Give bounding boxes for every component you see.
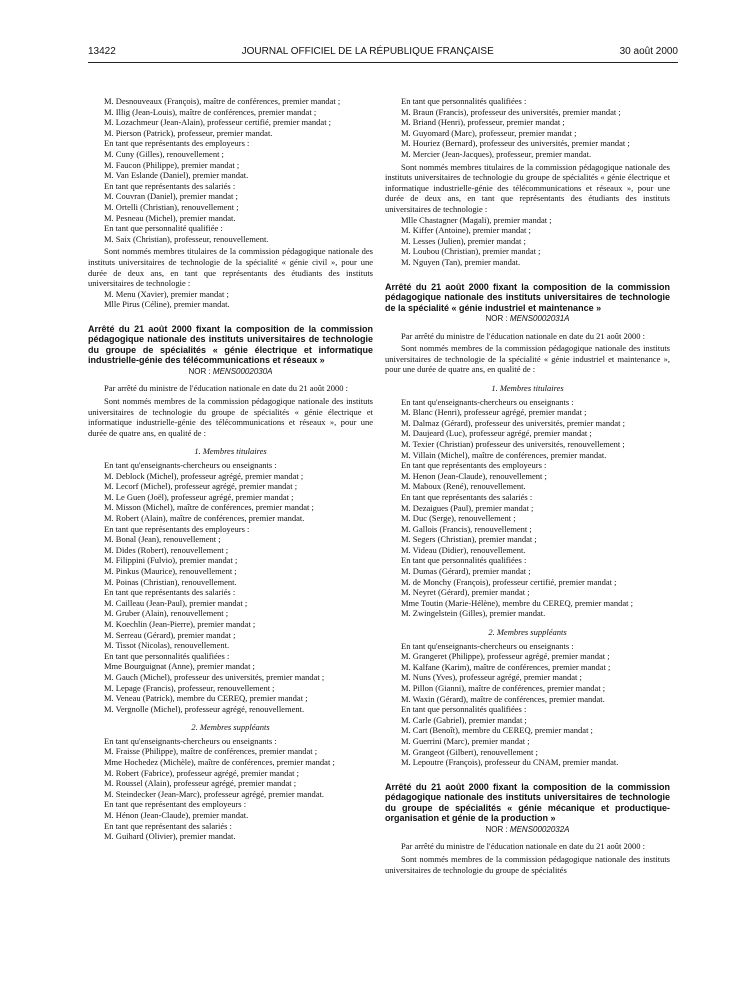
- member-line: Mme Bourguignat (Anne), premier mandat ;: [104, 661, 255, 672]
- right-column: [385, 96, 670, 875]
- section-title-text: 1. Membres titulaires: [491, 382, 564, 393]
- member-line: M. Gauch (Michel), professeur des universités, premier mandat ;: [104, 671, 325, 682]
- member-line: M. Le Guen (Joël), professeur agrégé, premier mandat ;: [104, 491, 294, 502]
- member-line: M. Kalfane (Karim), maître de conférences, premier mandat ;: [401, 661, 611, 672]
- member-line: M. Grangeot (Gilbert), renouvellement ;: [401, 746, 538, 757]
- member-line: M. Lecorf (Michel), professeur agrégé, premier mandat ;: [104, 481, 298, 492]
- nor-reference: [385, 825, 670, 836]
- member-line: M. Fraisse (Philippe), maître de conférences, premier mandat ;: [104, 746, 318, 757]
- member-line: M. Dides (Robert), renouvellement ;: [104, 544, 229, 555]
- left-column: [88, 96, 373, 842]
- member-line: M. Neyret (Gérard), premier mandat ;: [401, 587, 530, 598]
- nor-code: MENS0002031A: [509, 314, 570, 323]
- member-line: M. Koechlin (Jean-Pierre), premier mandat ;: [104, 618, 256, 629]
- member-line: En tant que représentant des employeurs :: [104, 799, 247, 810]
- member-line: En tant que représentants des employeurs :: [104, 138, 250, 149]
- member-line: M. Hénon (Jean-Claude), premier mandat.: [104, 810, 249, 821]
- paragraph: Par arrêté du ministre de l'éducation nationale en date du 21 août 2000 :: [104, 383, 348, 394]
- member-line: M. Dezaigues (Paul), premier mandat ;: [401, 502, 534, 513]
- member-line: En tant que personnalités qualifiées :: [104, 650, 230, 661]
- member-line: M. Cuny (Gilles), renouvellement ;: [104, 148, 224, 159]
- member-line: M. Henon (Jean-Claude), renouvellement ;: [401, 470, 547, 481]
- member-line: M. Menu (Xavier), premier mandat ;: [104, 288, 229, 299]
- member-line: M. Lepoutre (François), professeur du CNAM, premier mandat.: [401, 757, 619, 768]
- member-line: Mme Toutin (Marie-Hélène), membre du CEREQ, premier mandat ;: [401, 597, 633, 608]
- member-line: M. Vergnolle (Michel), professeur agrégé, renouvellement.: [104, 703, 305, 714]
- nor-prefix: NOR :: [485, 824, 510, 834]
- paragraph: Sont nommés membres de la commission pédagogique nationale des instituts universitaires de technologie du groupe de spécialités: [385, 853, 670, 875]
- member-line: M. Maboux (René), renouvellement.: [401, 481, 526, 492]
- member-line: M. Lepage (Francis), professeur, renouvellement ;: [104, 682, 275, 693]
- member-line: M. Pierson (Patrick), professeur, premier mandat.: [104, 127, 273, 138]
- member-line: M. Lozachmeur (Jean-Alain), professeur certifié, premier mandat ;: [104, 117, 332, 128]
- member-line: M. Filippini (Fulvio), premier mandat ;: [104, 555, 238, 566]
- member-line: M. Guyomard (Marc), professeur, premier mandat ;: [401, 127, 577, 138]
- member-line: M. Blanc (Henri), professeur agrégé, premier mandat ;: [401, 407, 587, 418]
- member-line: En tant qu'enseignants-chercheurs ou enseignants :: [401, 396, 574, 407]
- paragraph: Sont nommés membres titulaires de la commission pédagogique nationale des instituts universitaires de technologie de la spécialité « génie civil », pour une durée de deux ans, en tant que représentants des étudiants des instituts universitaires de technologie :: [88, 246, 373, 289]
- page-number: 13422: [88, 46, 116, 57]
- member-line: En tant qu'enseignants-chercheurs ou enseignants :: [104, 735, 277, 746]
- member-line: M. Robert (Fabrice), professeur agrégé, premier mandat ;: [104, 767, 299, 778]
- nor-prefix: NOR :: [485, 314, 510, 323]
- nor-code: MENS0002030A: [212, 366, 273, 376]
- member-line: M. Illig (Jean-Louis), maître de conférences, premier mandat ;: [104, 106, 317, 117]
- member-line: En tant que représentants des salariés :: [104, 180, 236, 191]
- member-line: M. Briand (Henri), professeur, premier mandat ;: [401, 117, 565, 128]
- member-line: M. Bonal (Jean), renouvellement ;: [104, 534, 221, 545]
- member-line: M. Gruber (Alain), renouvellement ;: [104, 608, 229, 619]
- member-line: M. Cailleau (Jean-Paul), premier mandat ;: [104, 597, 248, 608]
- member-line: M. Cart (Benoît), membre du CEREQ, premier mandat ;: [401, 725, 593, 736]
- section-title: [88, 722, 373, 733]
- header-rule: [88, 62, 678, 63]
- member-line: En tant que représentants des salariés :: [401, 491, 533, 502]
- section-title-text: 2. Membres suppléants: [191, 722, 270, 733]
- section-title: [385, 627, 670, 638]
- member-line: M. Veneau (Patrick), membre du CEREQ, premier mandat ;: [104, 693, 308, 704]
- member-line: M. Serreau (Gérard), premier mandat ;: [104, 629, 236, 640]
- member-line: Mlle Chastagner (Magali), premier mandat ;: [401, 214, 552, 225]
- member-line: M. Guihard (Olivier), premier mandat.: [104, 831, 236, 842]
- section-title: [88, 446, 373, 457]
- nor-reference: [385, 314, 670, 325]
- member-line: M. Ortelli (Christian), renouvellement ;: [104, 201, 239, 212]
- member-line: M. Dalmaz (Gérard), professeur des universités, premier mandat ;: [401, 417, 625, 428]
- publication-date: 30 août 2000: [619, 46, 678, 57]
- member-line: En tant qu'enseignants-chercheurs ou enseignants :: [104, 460, 277, 471]
- paragraph: Sont nommés membres de la commission pédagogique nationale des instituts universitaires de technologie de la spécialité « génie industriel et maintenance », pour une durée de quatre ans, en qualité de :: [385, 343, 670, 375]
- member-line: M. Pinkus (Maurice), renouvellement ;: [104, 565, 237, 576]
- member-line: M. Deblock (Michel), professeur agrégé, premier mandat ;: [104, 470, 304, 481]
- member-line: M. Misson (Michel), maître de conférences, premier mandat ;: [104, 502, 314, 513]
- member-line: M. Texier (Christian) professeur des universités, renouvellement ;: [401, 438, 625, 449]
- member-line: M. Robert (Alain), maître de conférences, premier mandat.: [104, 513, 305, 523]
- member-line: M. Gallois (Francis), renouvellement ;: [401, 523, 532, 534]
- member-line: M. Daujeard (Luc), professeur agrégé, premier mandat ;: [401, 428, 592, 439]
- member-line: M. Desnouveaux (François), maître de conférences, premier mandat ;: [104, 96, 341, 106]
- member-line: M. Van Eslande (Daniel), premier mandat.: [104, 170, 249, 181]
- member-line: M. Houriez (Bernard), professeur des universités, premier mandat ;: [401, 138, 630, 149]
- member-line: M. Faucon (Philippe), premier mandat ;: [104, 159, 240, 170]
- member-line: M. Pesneau (Michel), premier mandat.: [104, 212, 236, 223]
- member-line: M. Pillon (Gianni), maître de conférences, premier mandat ;: [401, 683, 606, 693]
- member-line: En tant que représentants des salariés :: [104, 587, 236, 598]
- member-line: M. Dumas (Gérard), premier mandat ;: [401, 566, 531, 577]
- member-line: M. Nguyen (Tan), premier mandat.: [401, 256, 521, 267]
- member-line: M. Segers (Christian), premier mandat ;: [401, 534, 537, 545]
- member-line: M. Mercier (Jean-Jacques), professeur, premier mandat.: [401, 148, 592, 159]
- member-line: M. Grangeret (Philippe), professeur agrégé, premier mandat ;: [401, 651, 610, 662]
- paragraph: Par arrêté du ministre de l'éducation nationale en date du 21 août 2000 :: [401, 841, 645, 852]
- member-line: En tant que personnalités qualifiées :: [401, 96, 527, 106]
- member-line: Mlle Pirus (Céline), premier mandat.: [104, 299, 230, 310]
- member-line: M. Braun (Francis), professeur des universités, premier mandat ;: [401, 106, 621, 117]
- member-line: M. Duc (Serge), renouvellement ;: [401, 513, 516, 524]
- member-line: M. Kiffer (Antoine), premier mandat ;: [401, 225, 531, 236]
- member-line: M. Zwingelstein (Gilles), premier mandat.: [401, 608, 546, 619]
- section-title-text: 1. Membres titulaires: [194, 446, 267, 457]
- journal-title: JOURNAL OFFICIEL DE LA RÉPUBLIQUE FRANÇAISE: [241, 46, 494, 57]
- nor-code: MENS0002032A: [509, 824, 570, 834]
- member-line: M. Carle (Gabriel), premier mandat ;: [401, 714, 527, 725]
- member-line: M. Nuns (Yves), professeur agrégé, premier mandat ;: [401, 672, 582, 683]
- member-line: M. Loubou (Christian), premier mandat ;: [401, 246, 541, 257]
- nor-reference: [88, 367, 373, 378]
- member-line: M. Couvran (Daniel), premier mandat ;: [104, 191, 238, 202]
- member-line: En tant qu'enseignants-chercheurs ou enseignants :: [401, 640, 574, 651]
- nor-prefix: NOR :: [188, 366, 213, 376]
- member-line: En tant que personnalités qualifiées :: [401, 704, 527, 715]
- member-line: En tant que représentant des salariés :: [104, 820, 232, 831]
- paragraph: Sont nommés membres de la commission pédagogique nationale des instituts universitaires de technologie du groupe de spécialités « génie électrique et informatique industrielle-génie des télécommunications et réseaux », pour une durée de quatre ans, en qualité de :: [88, 396, 373, 438]
- decree-heading: Arrêté du 21 août 2000 fixant la composition de la commission pédagogique nationale des instituts universitaires de technologie de la spécialité « génie industriel et maintenance »: [385, 281, 670, 313]
- member-line: M. Videau (Didier), renouvellement.: [401, 544, 526, 555]
- member-line: M. Lesses (Julien), premier mandat ;: [401, 235, 526, 246]
- paragraph: Sont nommés membres titulaires de la commission pédagogique nationale des instituts universitaires de technologie du groupe de spécialités « génie électrique et informatique industrielle-génie des télécommunications et réseaux », pour une durée de deux ans, en tant que représentants des étudiants des instituts universitaires de technologie :: [385, 161, 670, 214]
- section-title-text: 2. Membres suppléants: [488, 627, 567, 638]
- member-line: M. de Monchy (François), professeur certifié, premier mandat ;: [401, 576, 617, 587]
- member-line: M. Waxin (Gérard), maître de conférences, premier mandat.: [401, 693, 605, 704]
- member-line: M. Poinas (Christian), renouvellement.: [104, 576, 237, 587]
- section-title: [385, 383, 670, 394]
- paragraph: Par arrêté du ministre de l'éducation nationale en date du 21 août 2000 :: [401, 330, 645, 341]
- decree-heading: Arrêté du 21 août 2000 fixant la composition de la commission pédagogique nationale des instituts universitaires de technologie du groupe de spécialités « génie mécanique et productique-organisation et génie de la production »: [385, 781, 670, 824]
- decree-heading: Arrêté du 21 août 2000 fixant la composition de la commission pédagogique nationale des instituts universitaires de technologie du groupe de spécialités « génie électrique et informatique industrielle-génie des télécommunications et réseaux »: [88, 323, 373, 366]
- member-line: En tant que représentants des employeurs :: [401, 460, 547, 471]
- member-line: Mme Hochedez (Michèle), maître de conférences, premier mandat ;: [104, 757, 335, 768]
- member-line: M. Steindecker (Jean-Marc), professeur agrégé, premier mandat.: [104, 788, 324, 799]
- member-line: M. Roussel (Alain), professeur agrégé, premier mandat ;: [104, 778, 297, 789]
- member-line: M. Tissot (Nicolas), renouvellement.: [104, 640, 230, 651]
- page-header: [88, 46, 678, 57]
- member-line: M. Villain (Michel), maître de conférences, premier mandat.: [401, 449, 607, 460]
- member-line: M. Saix (Christian), professeur, renouvellement.: [104, 233, 269, 244]
- member-line: En tant que personnalités qualifiées :: [401, 555, 527, 566]
- member-line: En tant que personnalité qualifiée :: [104, 223, 223, 234]
- member-line: M. Guerrini (Marc), premier mandat ;: [401, 735, 530, 746]
- member-line: En tant que représentants des employeurs :: [104, 523, 250, 534]
